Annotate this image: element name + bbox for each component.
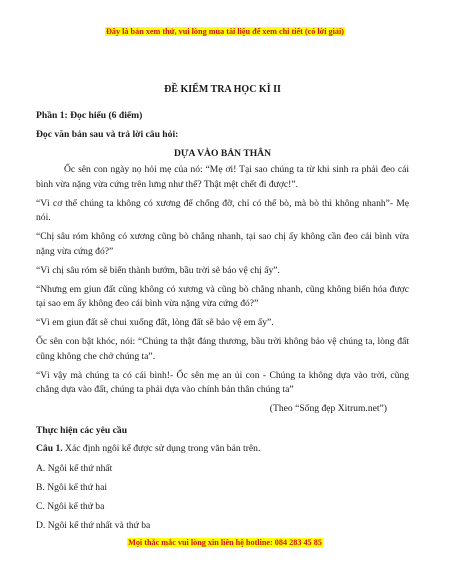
story-paragraph: “Vì vậy mà chúng ta có cái bình!- Ốc sên mẹ an ủi con - Chúng ta không dựa vào trời, cũng chẳng dựa vào đất, chúng ta phải dựa vào chính bản thân chúng ta” (36, 369, 409, 396)
hotline-banner (0, 538, 450, 547)
instruction: Đọc văn bản sau và trả lời câu hỏi: (36, 128, 179, 140)
answer-option-b: B. Ngôi kể thứ hai (36, 482, 108, 494)
source-citation: (Theo “Sống đẹp Xitrum.net”) (269, 403, 387, 415)
tasks-heading: Thực hiện các yêu cầu (36, 424, 128, 436)
answer-option-d: D. Ngôi kể thứ nhất và thứ ba (36, 520, 151, 532)
story-paragraph: “Chị sâu róm không có xương cũng bò chẳng nhanh, tại sao chị ấy không cần đeo cái bình vừa nặng vừa cứng đó?” (36, 231, 409, 257)
story-paragraph: Ốc sên con ngày nọ hỏi mẹ của nó: “Mẹ ơi! Tại sao chúng ta từ khi sinh ra phải đeo cái bình vừa nặng vừa cứng trên lưng như thế? Thật mệt chết đi được!”. (36, 164, 409, 190)
question-1 (36, 442, 409, 457)
answer-option-c: C. Ngôi kể thứ ba (36, 501, 105, 513)
preview-notice-text: Đây là bản xem thử, vui lòng mua tài liệu để xem chi tiết (có lời giải) (105, 27, 344, 36)
question-number: Câu 1. (36, 443, 63, 455)
preview-notice-banner (0, 27, 450, 36)
story-paragraph: “Vì chị sâu róm sẽ biến thành bướm, bầu trời sẽ bảo vệ chị ấy”. (36, 264, 280, 276)
question-text: Xác định ngôi kể được sử dụng trong văn bản trên. (62, 443, 261, 455)
story-paragraph: “Vì em giun đất sẽ chui xuống đất, lòng đất sẽ bảo vệ em ấy”. (36, 317, 274, 329)
exam-title: ĐỀ KIỂM TRA HỌC KÌ II (164, 84, 281, 95)
part-title: Phần 1: Đọc hiểu (6 điểm) (36, 109, 143, 121)
document-body (36, 83, 409, 539)
story-paragraph: “Vì cơ thể chúng ta không có xương để chống đỡ, chỉ có thể bò, mà bò thì không nhanh”- Mẹ nói. (36, 197, 409, 224)
answer-option-a: A. Ngôi kể thứ nhất (36, 463, 113, 475)
story-title: DỰA VÀO BẢN THÂN (173, 147, 272, 159)
story-paragraph: Ốc sên con bật khóc, nói: “Chúng ta thật đáng thương, bầu trời không bảo vệ chúng ta, lòng đất cũng không che chở chúng ta”. (36, 336, 409, 362)
hotline-text: Mọi thắc mắc vui lòng xin liên hệ hotline: 084 283 45 85 (128, 538, 322, 547)
story-paragraph: “Nhưng em giun đất cũng không có xương và cũng bò chẳng nhanh, cũng không biến hóa được tại sao em ấy không đeo cái bình vừa nặng vừa cứng đó?” (36, 283, 409, 310)
